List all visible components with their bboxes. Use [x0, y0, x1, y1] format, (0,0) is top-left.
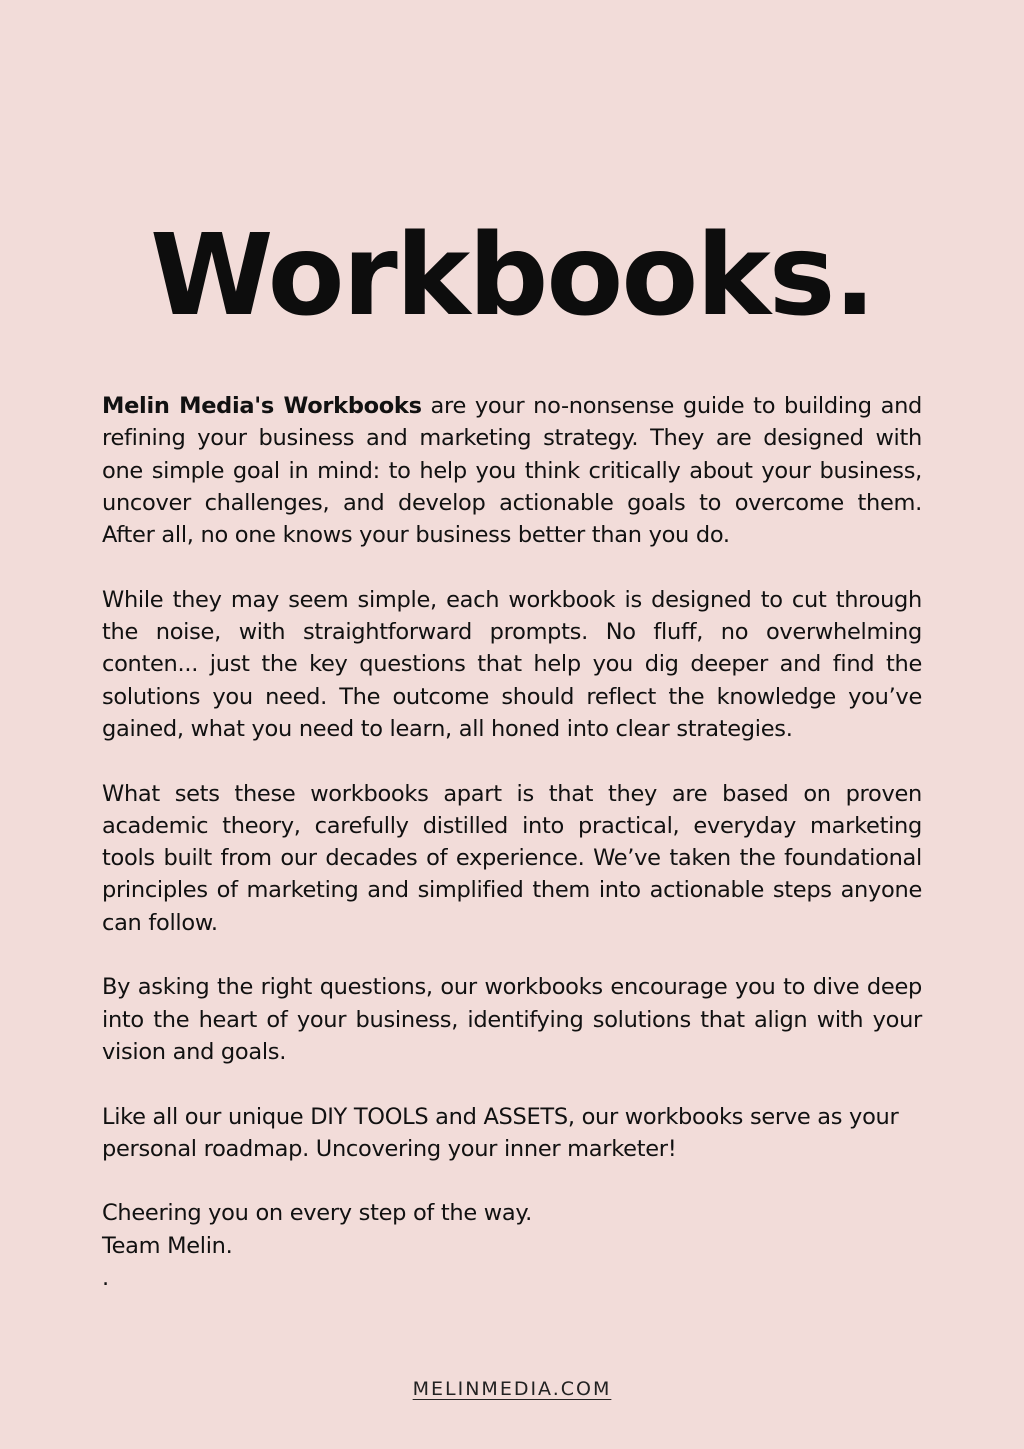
website-link[interactable]: MELINMEDIA.COM — [412, 1378, 612, 1400]
paragraph-4: By asking the right questions, our workbooks encourage you to dive deep into the heart of your business, identifying solutions that align with your vision and goals. — [102, 974, 922, 1065]
intro-text: are your no-nonsense guide to building and refining your business and marketing strategy. They are designed with one simple goal in mind: to help you think critically about your business, uncover challenges, and develop actionable goals to overcome them. After all, no one knows your business better than you do. — [102, 393, 923, 549]
paragraph-2: While they may seem simple, each workbook is designed to cut through the noise, with straightforward prompts. No fluff, no overwhelming conten... just the key questions that help you dig deeper and find the solutions you need. The outcome should reflect the knowledge you’ve gained, what you need to learn, all honed into clear strategies. — [102, 586, 922, 742]
page-title: Workbooks. — [150, 211, 874, 341]
signoff-line-2: Team Melin. — [102, 1232, 233, 1259]
brand-name: Melin Media's Workbooks — [102, 393, 422, 419]
signoff-line-3: . — [102, 1265, 109, 1292]
paragraph-intro — [102, 390, 922, 551]
body-content — [102, 390, 922, 1294]
paragraph-5: Like all our unique DIY TOOLS and ASSETS, our workbooks serve as your personal roadmap. Uncovering your inner marketer! — [102, 1103, 899, 1162]
paragraph-3: What sets these workbooks apart is that they are based on proven academic theory, carefully distilled into practical, everyday marketing tools built from our decades of experience. We’ve taken the foundational principles of marketing and simplified them into actionable steps anyone can follow. — [102, 780, 922, 936]
signoff-line-1: Cheering you on every step of the way. — [102, 1200, 533, 1227]
